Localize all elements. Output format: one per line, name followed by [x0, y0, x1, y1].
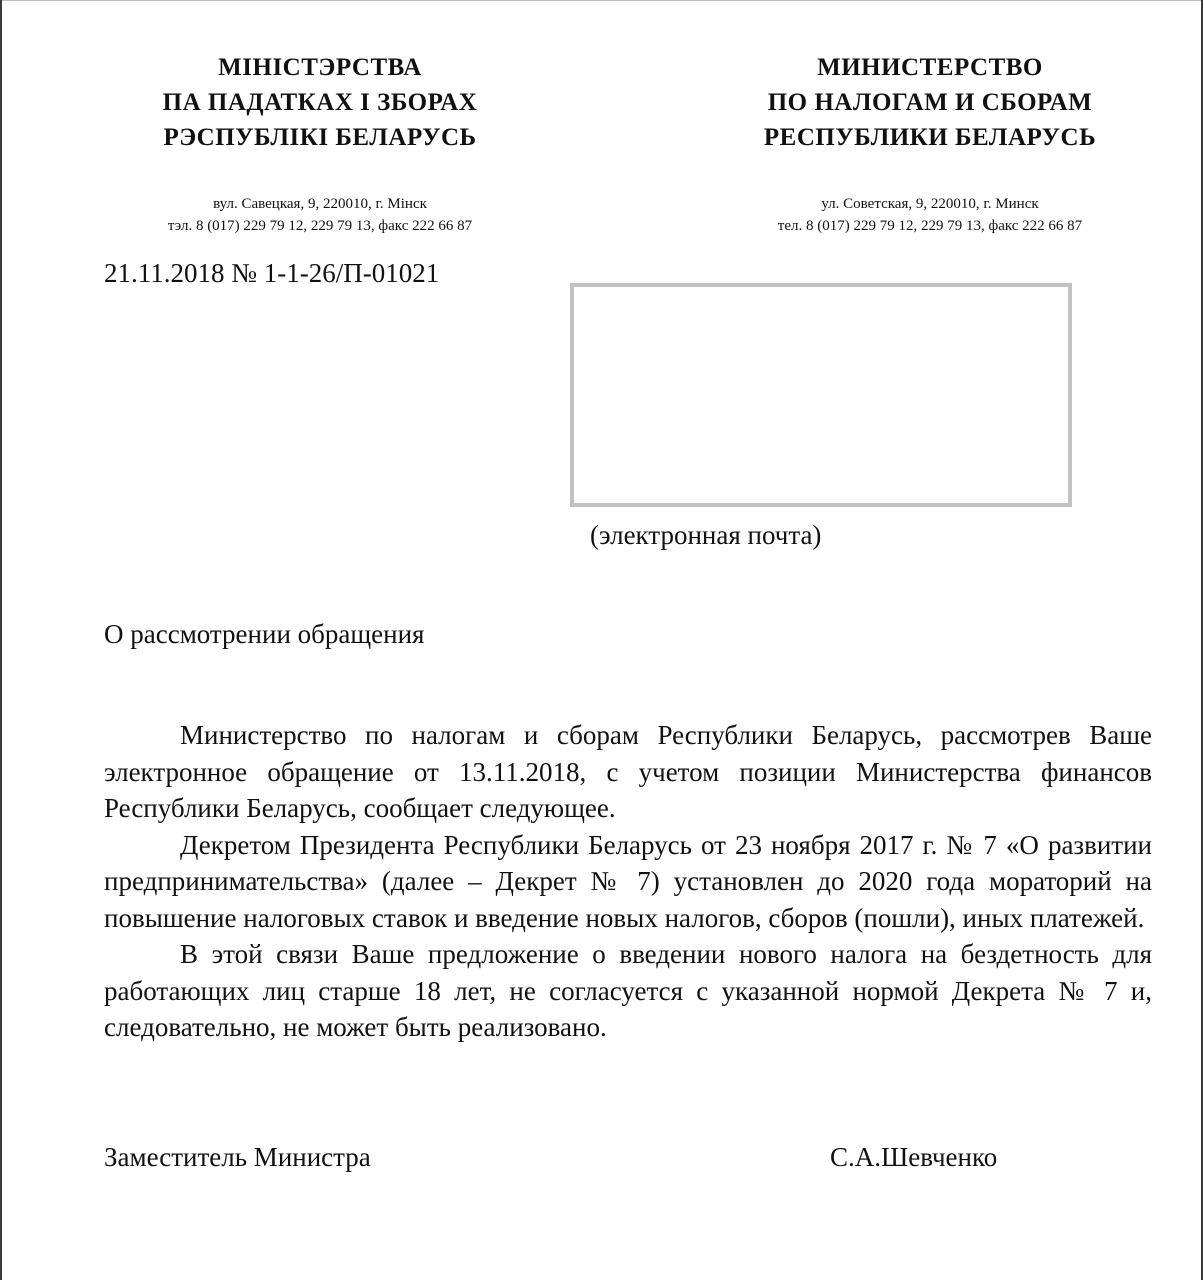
document-subject: О рассмотрении обращения: [104, 619, 425, 649]
signatory-title: Заместитель Министра: [104, 1142, 371, 1172]
org-address: ул. Советская, 9, 220010, г. Минск: [821, 196, 1039, 212]
signatory-name: С.А.Шевченко: [830, 1142, 998, 1172]
recipient-address-box: [570, 283, 1072, 507]
org-name-line-3: РЕСПУБЛИКИ БЕЛАРУСЬ: [763, 124, 1097, 151]
body-paragraph: Декретом Президента Республики Беларусь от 23 ноября 2017 г. № 7 «О развитии предпринимательства» (далее – Декрет № 7) установлен до 2020 года мораторий на повышение налоговых ставок и введение новых налогов, сборов (пошли), иных платежей.: [104, 829, 1152, 933]
document-reference: 21.11.2018 № 1-1-26/П-01021: [104, 258, 440, 288]
letter-body: [104, 717, 1152, 1046]
org-name-line-3: РЭСПУБЛІКІ БЕЛАРУСЬ: [163, 124, 477, 151]
org-contacts: тэл. 8 (017) 229 79 12, 229 79 13, факс 222 66 87: [167, 218, 473, 234]
page-left-border: [0, 0, 2, 1280]
org-name-line-2: ПА ПАДАТКАХ І ЗБОРАХ: [162, 89, 478, 116]
org-address: вул. Савецкая, 9, 220010, г. Мінск: [213, 196, 427, 212]
recipient-caption: (электронная почта): [590, 520, 822, 550]
body-paragraph: В этой связи Ваше предложение о введении нового налога на бездетность для работающих лиц старше 18 лет, не согласуется с указанной нормой Декрета № 7 и, следовательно, не может быть реализовано.: [104, 939, 1152, 1042]
org-name-line-1: МІНІСТЭРСТВА: [218, 54, 422, 81]
letterhead-russian: [700, 50, 1160, 237]
page-top-border: [0, 0, 1203, 1]
org-name-line-2: ПО НАЛОГАМ И СБОРАМ: [767, 89, 1093, 116]
org-name-line-1: МИНИСТЕРСТВО: [817, 54, 1043, 81]
letterhead-belarusian: [90, 50, 550, 237]
body-paragraph: Министерство по налогам и сборам Республики Беларусь, рассмотрев Ваше электронное обращение от 13.11.2018, с учетом позиции Министерства финансов Республики Беларусь, сообщает следующее.: [104, 720, 1152, 823]
org-contacts: тел. 8 (017) 229 79 12, 229 79 13, факс 222 66 87: [777, 218, 1083, 234]
